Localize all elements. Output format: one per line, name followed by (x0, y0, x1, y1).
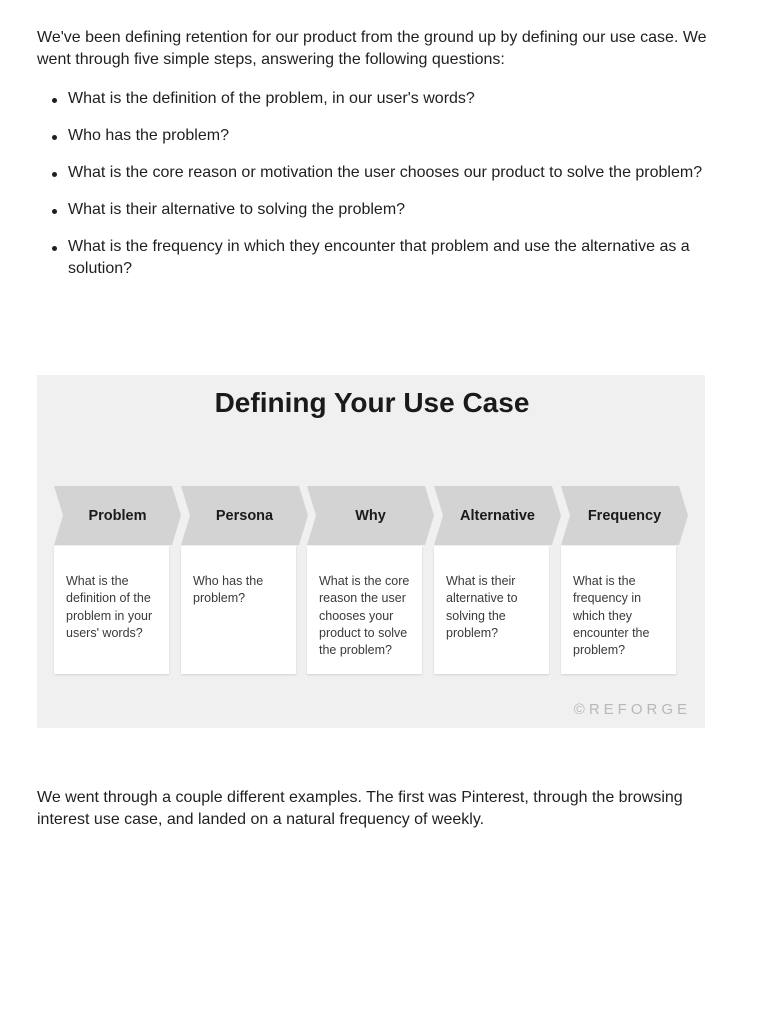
list-item: What is the definition of the problem, in our user's words? (37, 88, 717, 110)
step-persona-header (181, 486, 308, 545)
use-case-figure (37, 375, 705, 728)
step-why-card: What is the core reason the user chooses your product to solve the problem? (307, 546, 422, 674)
intro-paragraph: We've been defining retention for our product from the ground up by defining our use case. We went through five simple steps, answering the following questions: (37, 29, 707, 68)
step-label: Frequency (587, 507, 662, 524)
step-problem-card: What is the definition of the problem in your users' words? (54, 546, 169, 674)
step-persona-card: Who has the problem? (181, 546, 296, 674)
step-why-header (307, 486, 434, 545)
list-item: What is the frequency in which they encounter that problem and use the alternative as a solution? (37, 236, 717, 280)
step-frequency-header (561, 486, 688, 545)
questions-list (37, 88, 717, 295)
list-item: What is the core reason or motivation the user chooses our product to solve the problem? (37, 162, 717, 184)
step-label: Problem (88, 507, 147, 524)
step-alternative-card: What is their alternative to solving the problem? (434, 546, 549, 674)
step-alternative-header (434, 486, 561, 545)
step-label: Alternative (460, 507, 535, 524)
outro-paragraph: We went through a couple different examples. The first was Pinterest, through the browsing interest use case, and landed on a natural frequency of weekly. (37, 789, 683, 828)
step-label: Persona (215, 507, 274, 524)
step-frequency-card: What is the frequency in which they encounter the problem? (561, 546, 676, 674)
figure-title: Defining Your Use Case (214, 387, 530, 418)
list-item: What is their alternative to solving the problem? (37, 199, 717, 221)
step-label: Why (355, 507, 386, 524)
copyright-mark: ©REFORGE (573, 701, 691, 718)
list-item: Who has the problem? (37, 125, 717, 147)
step-problem-header (54, 486, 181, 545)
